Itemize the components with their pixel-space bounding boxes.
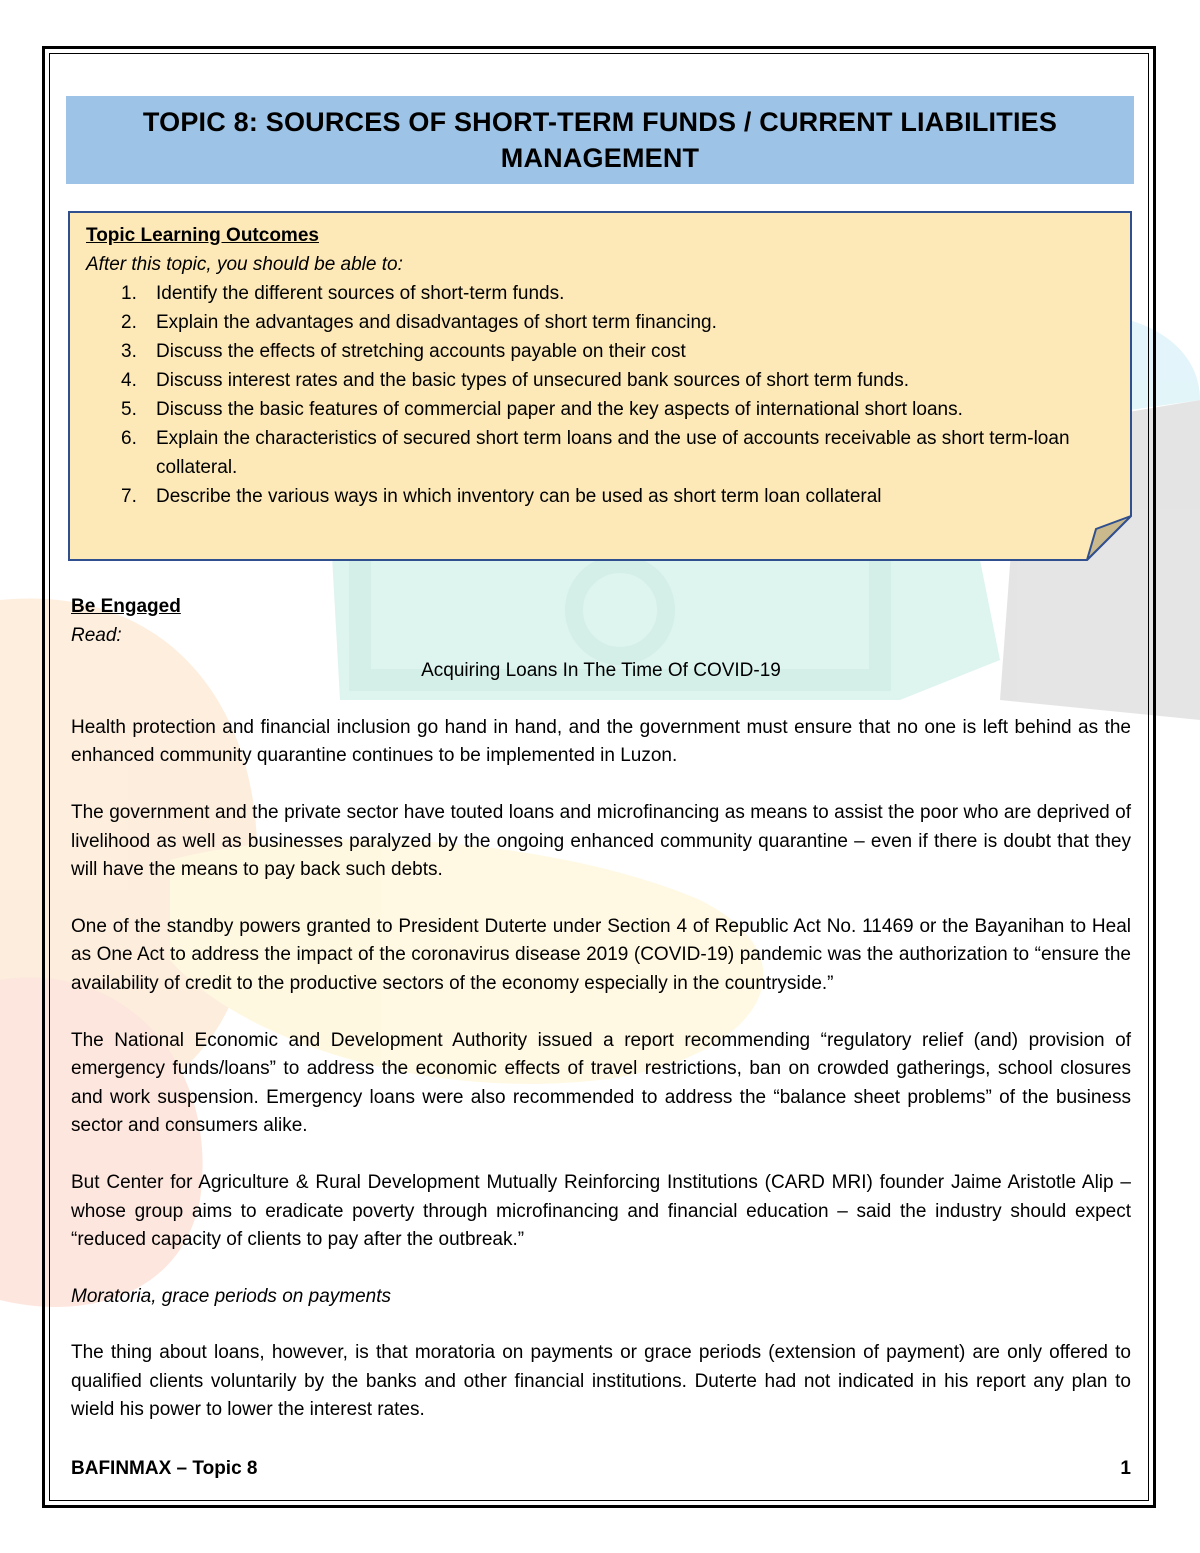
outcome-text: Discuss the effects of stretching accounts payable on their cost xyxy=(156,341,686,362)
outcome-text: Describe the various ways in which inventory can be used as short term loan collateral xyxy=(156,486,882,507)
outcome-item xyxy=(86,395,1126,424)
outcome-number: 3. xyxy=(121,341,137,362)
outcome-text: Explain the advantages and disadvantages of short term financing. xyxy=(156,312,717,333)
outcome-number: 5. xyxy=(121,399,137,420)
topic-title-line-2: MANAGEMENT xyxy=(500,143,700,173)
outcome-text: Discuss the basic features of commercial paper and the key aspects of international short loans. xyxy=(156,399,963,420)
article-section xyxy=(71,593,1131,1425)
outcome-item xyxy=(86,308,1126,337)
outcome-text: Discuss interest rates and the basic types of unsecured bank sources of short term funds. xyxy=(156,370,909,391)
article-paragraph: Health protection and financial inclusion go hand in hand, and the government must ensure that no one is left behind as the enhanced community quarantine continues to be implemented in Luzon. xyxy=(71,716,1131,767)
topic-title-line-1: TOPIC 8: SOURCES OF SHORT-TERM FUNDS / CURRENT LIABILITIES xyxy=(142,107,1058,137)
outcome-item xyxy=(86,366,1126,395)
outcome-number: 1. xyxy=(121,283,137,304)
outcome-item xyxy=(86,337,1126,366)
article-paragraph: The government and the private sector have touted loans and microfinancing as means to assist the poor who are deprived of livelihood as well as businesses paralyzed by the ongoing enhanced community quarantine – even if there is doubt that they will have the means to pay back such debts. xyxy=(71,801,1131,881)
topic-title-banner xyxy=(66,96,1134,184)
article-paragraph: The National Economic and Development Authority issued a report recommending “regulatory relief (and) provision of emergency funds/loans” to address the economic effects of travel restrictions, ban on crowded gatherings, school closures and work suspension. Emergency loans were also recommended to address the “balance sheet problems” of the business sector and consumers alike. xyxy=(71,1029,1131,1137)
outcome-text: Explain the characteristics of secured short term loans and the use of accounts receivable as short term-loan collateral. xyxy=(156,428,1070,478)
outcome-number: 4. xyxy=(121,370,137,391)
be-engaged-heading: Be Engaged xyxy=(71,596,181,617)
footer-course-label: BAFINMAX – Topic 8 xyxy=(71,1458,258,1479)
article-subheading: Moratoria, grace periods on payments xyxy=(71,1285,391,1307)
learning-outcomes-box xyxy=(68,211,1132,561)
page-number: 1 xyxy=(1120,1458,1131,1479)
article-paragraph: One of the standby powers granted to President Duterte under Section 4 of Republic Act No. 11469 or the Bayanihan to Heal as One Act to address the impact of the coronavirus disease 2019 (COVID-19) pandemic was the authorization to “ensure the availability of credit to the productive sectors of the economy especially in the countryside.” xyxy=(71,915,1131,994)
outcome-item xyxy=(86,279,1126,308)
outcome-text: Identify the different sources of short-term funds. xyxy=(156,283,565,304)
outcome-number: 6. xyxy=(121,428,137,449)
outcome-number: 2. xyxy=(121,312,137,333)
article-paragraph: But Center for Agriculture & Rural Development Mutually Reinforcing Institutions (CARD MRI) founder Jaime Aristotle Alip – whose group aims to eradicate poverty through microfinancing and financial education – said the industry should expect “reduced capacity of clients to pay after the outbreak.” xyxy=(71,1171,1131,1251)
article-title: Acquiring Loans In The Time Of COVID-19 xyxy=(421,660,781,682)
outcomes-intro: After this topic, you should be able to: xyxy=(86,254,403,275)
article-paragraph: The thing about loans, however, is that moratoria on payments or grace periods (extension of payment) are only offered to qualified clients voluntarily by the banks and other financial institutions. Duterte had not indicated in his report any plan to wield his power to lower the interest rates. xyxy=(71,1342,1131,1421)
outcome-number: 7. xyxy=(121,486,137,507)
outcomes-heading: Topic Learning Outcomes xyxy=(86,225,319,246)
read-label: Read: xyxy=(71,624,122,646)
outcome-item xyxy=(86,424,1126,482)
page-footer xyxy=(71,1458,1131,1480)
outcome-item xyxy=(86,482,1126,511)
outcomes-list xyxy=(86,279,1126,511)
